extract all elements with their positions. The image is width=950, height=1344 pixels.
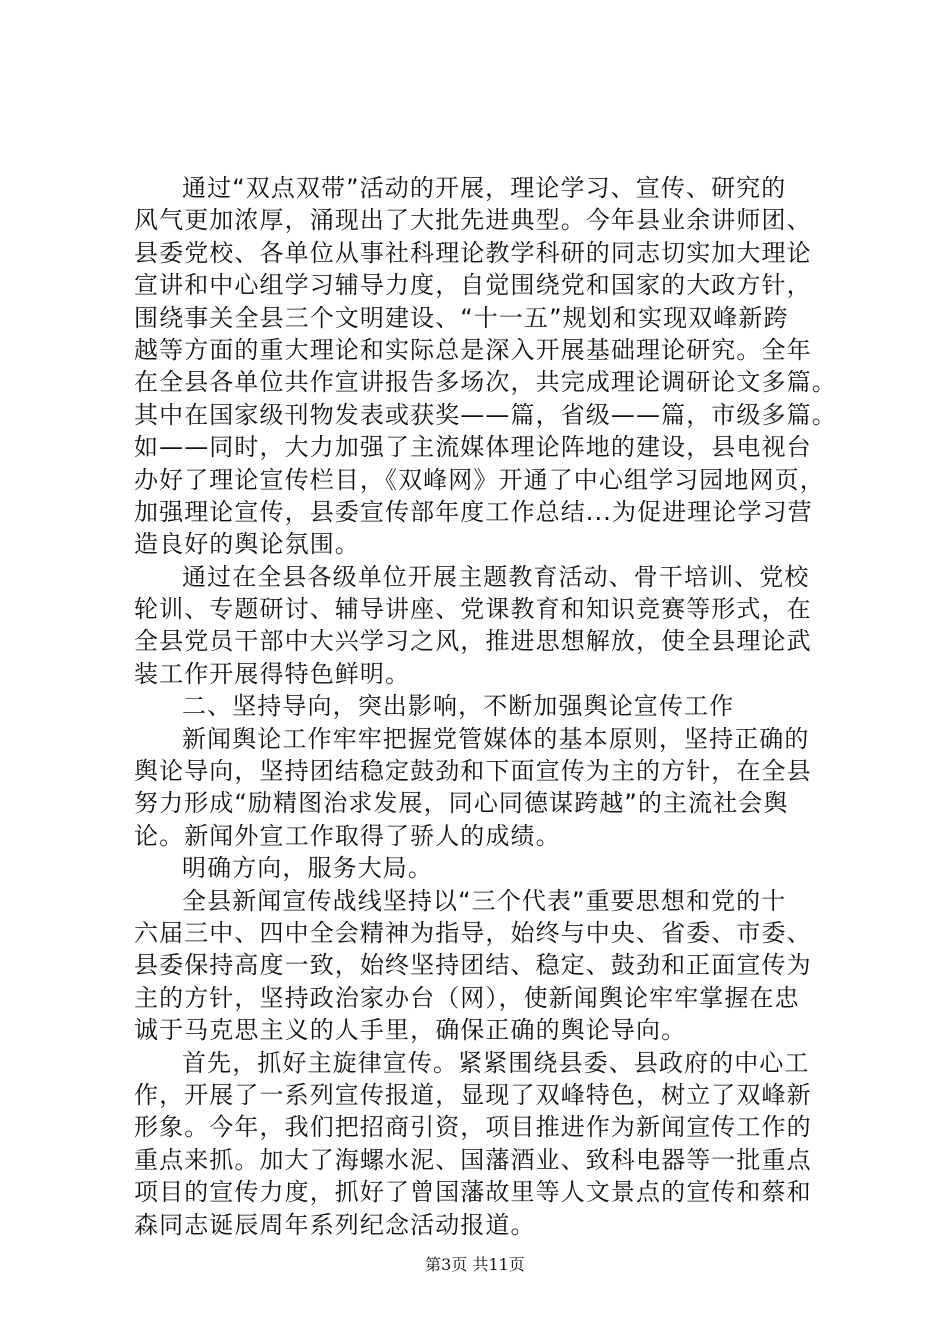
text-line: 舆论导向，坚持团结稳定鼓劲和下面宣传为主的方针，在全县: [134, 757, 812, 786]
text-line: 加强理论宣传，县委宣传部年度工作总结...为促进理论学习营: [134, 497, 813, 526]
text-line: 造良好的舆论氛围。: [134, 530, 360, 559]
text-line: 首先，抓好主旋律宣传。紧紧围绕县委、县政府的中心工: [182, 1048, 810, 1077]
text-line: 重点来抓。加大了海螺水泥、国藩酒业、致科电器等一批重点: [134, 1145, 812, 1174]
text-line: 作，开展了一系列宣传报道，显现了双峰特色，树立了双峰新: [134, 1080, 812, 1109]
text-line: 努力形成“励精图治求发展，同心同德谋跨越”的主流社会舆: [134, 789, 789, 818]
text-line: 装工作开展得特色鲜明。: [134, 659, 411, 688]
text-line: 论。新闻外宣工作取得了骄人的成绩。: [134, 821, 561, 850]
text-line: 六届三中、四中全会精神为指导，始终与中央、省委、市委、: [134, 918, 812, 947]
text-line: 风气更加浓厚，涌现出了大批先进典型。今年县业余讲师团、: [134, 206, 812, 235]
text-line: 其中在国家级刊物发表或获奖——篇，省级——篇，市级多篇。: [134, 400, 837, 429]
text-line: 县委党校、各单位从事社科理论教学科研的同志切实加大理论: [134, 238, 812, 267]
paragraph: [134, 723, 854, 853]
text-line: 越等方面的重大理论和实际总是深入开展基础理论研究。全年: [134, 335, 812, 364]
paragraph: [134, 690, 854, 722]
paragraph: [134, 852, 854, 884]
text-line: 通过在全县各级单位开展主题教育活动、骨干培训、党校: [182, 562, 810, 591]
text-line: 如——同时，大力加强了主流媒体理论阵地的建设，县电视台: [134, 433, 812, 462]
text-line: 在全县各单位共作宣讲报告多场次，共完成理论调研论文多篇。: [134, 368, 837, 397]
text-line: 形象。今年，我们把招商引资，项目推进作为新闻宣传工作的: [134, 1113, 812, 1142]
text-line: 诚于马克思主义的人手里，确保正确的舆论导向。: [134, 1016, 687, 1045]
text-line: 主的方针，坚持政治家办台（网），使新闻舆论牢牢掌握在忠: [134, 983, 800, 1012]
text-line: 办好了理论宣传栏目，《双峰网》开通了中心组学习园地网页，: [134, 465, 825, 494]
text-line: 宣讲和中心组学习辅导力度，自觉围绕党和国家的大政方针，: [134, 271, 812, 300]
text-line: 通过“双点双带”活动的开展，理论学习、宣传、研究的: [182, 174, 787, 202]
text-line: 明确方向，服务大局。: [182, 854, 433, 883]
page-number-footer: 第3页 共11页: [425, 1255, 525, 1274]
paragraph: [134, 172, 854, 561]
text-line: 项目的宣传力度，抓好了曾国藩故里等人文景点的宣传和蔡和: [134, 1178, 812, 1207]
text-line: 森同志诞辰周年系列纪念活动报道。: [134, 1210, 536, 1239]
text-line: 县委保持高度一致，始终坚持团结、稳定、鼓劲和正面宣传为: [134, 951, 812, 980]
paragraph: [134, 1047, 854, 1241]
paragraph: [134, 561, 854, 691]
text-line: 新闻舆论工作牢牢把握党管媒体的基本原则，坚持正确的: [182, 724, 810, 753]
text-line: 全县党员干部中大兴学习之风，推进思想解放，使全县理论武: [134, 627, 812, 656]
text-line: 轮训、专题研讨、辅导讲座、党课教育和知识竞赛等形式，在: [134, 595, 812, 624]
text-line: 围绕事关全县三个文明建设、“十一五”规划和实现双峰新跨: [134, 303, 789, 332]
document-body: [134, 172, 854, 1241]
paragraph: [134, 885, 854, 1047]
text-line: 全县新闻宣传战线坚持以“三个代表”重要思想和党的十: [182, 886, 787, 915]
text-line: 二、坚持导向，突出影响，不断加强舆论宣传工作: [182, 692, 735, 721]
